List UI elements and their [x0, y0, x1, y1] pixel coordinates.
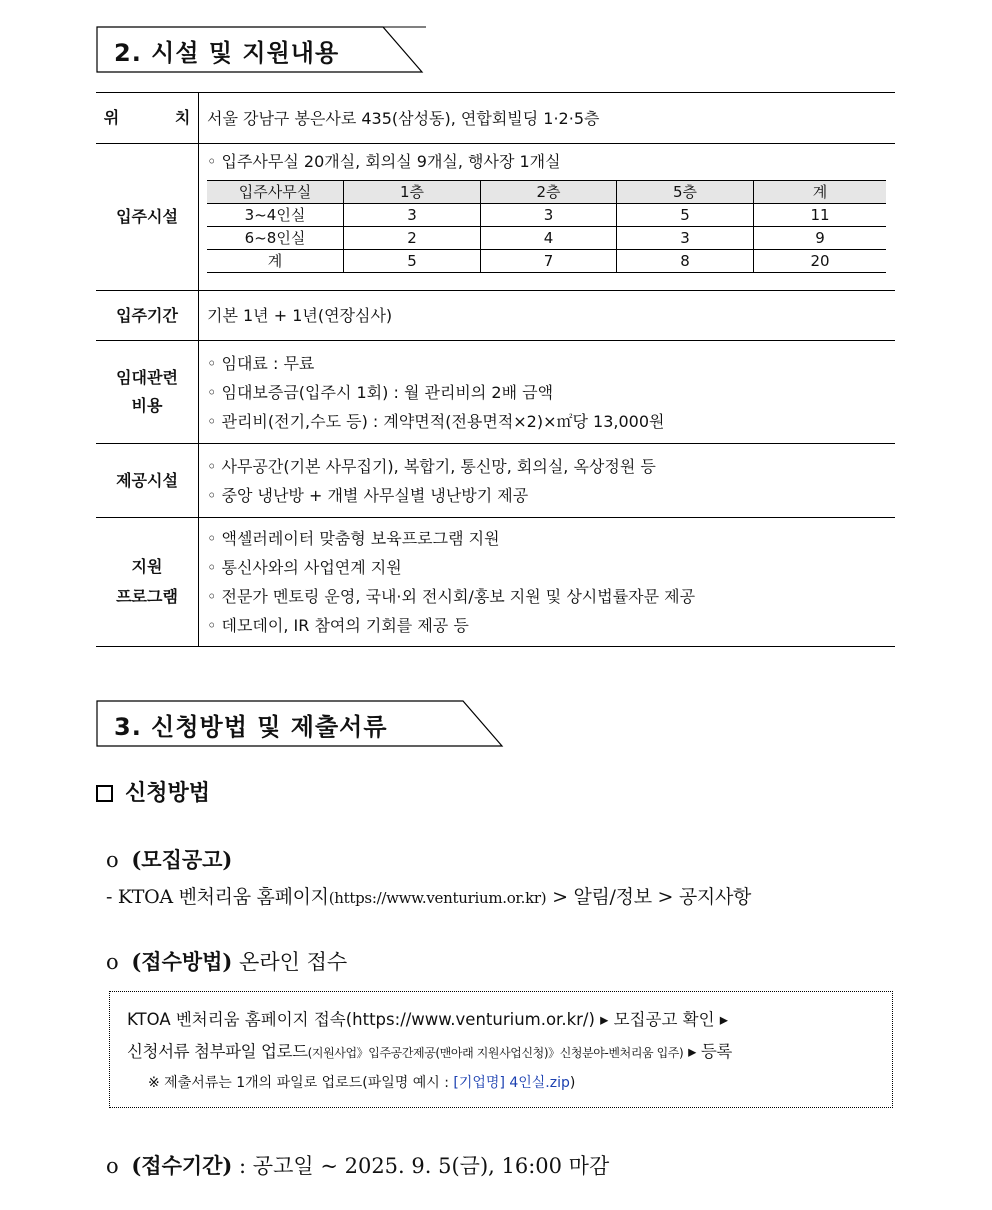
facilities-bullet: ◦ 입주사무실 20개실, 회의실 9개실, 행사장 1개실: [207, 152, 561, 171]
recruit-heading: [106, 844, 232, 874]
program-bullet: ◦ 데모데이, IR 참여의 기회를 제공 등: [207, 616, 469, 635]
table-cell: 9: [754, 227, 887, 250]
table-cell: 2: [344, 227, 481, 250]
period-heading: [106, 1150, 609, 1180]
table-cell: 8: [617, 250, 754, 273]
room-count-table: [207, 180, 886, 273]
method-text: 온라인 접수: [232, 950, 348, 974]
header-cell: 1층: [344, 181, 481, 204]
application-subheading: [96, 776, 210, 807]
period-title: (접수기간): [131, 1153, 233, 1178]
recruit-marker: o: [106, 848, 119, 872]
room-table-header: [207, 181, 886, 204]
header-cell: 입주사무실: [207, 181, 344, 204]
period-text: : 공고일 ~ 2025. 9. 5(금), 16:00 마감: [232, 1154, 610, 1178]
note-suffix: ): [569, 1075, 576, 1091]
table-cell: 11: [754, 204, 887, 227]
section2-header: [96, 26, 426, 72]
program-bullet: ◦ 액셀러레이터 맞춤형 보육프로그램 지원: [207, 529, 500, 548]
provided-label: 제공시설: [96, 444, 199, 518]
method-heading: [106, 946, 347, 976]
location-label: 위 치: [96, 93, 199, 144]
program-bullet: ◦ 통신사와의 사업연계 지원: [207, 558, 402, 577]
table-cell: 3: [481, 204, 617, 227]
table-cell: 6~8인실: [207, 227, 344, 250]
row-provided: [96, 444, 895, 518]
steps-line2-end: ▸ 등록: [683, 1042, 732, 1061]
steps-line2: [127, 1038, 732, 1062]
table-row: [207, 227, 886, 250]
note-prefix: ※ 제출서류는 1개의 파일로 업로드(파일명 예시 :: [148, 1075, 454, 1091]
table-cell: 3: [617, 227, 754, 250]
steps-line2-detail: (지원사업》입주공간제공(맨아래 지원사업신청)》신청분야-벤처리움 입주): [307, 1046, 684, 1060]
recruit-url: (https://www.venturium.or.kr): [328, 889, 547, 907]
table-cell: 3: [344, 204, 481, 227]
steps-note: [148, 1072, 575, 1092]
facility-table: [96, 92, 895, 647]
row-program: [96, 518, 895, 647]
cost-bullet: ◦ 임대보증금(입주시 1회) : 월 관리비의 2배 금액: [207, 382, 554, 402]
program-label: [96, 518, 199, 647]
term-label: 입주기간: [96, 291, 199, 341]
recruit-title: (모집공고): [131, 847, 233, 872]
table-cell: 3~4인실: [207, 204, 344, 227]
method-marker: o: [106, 950, 119, 974]
table-cell: 20: [754, 250, 887, 273]
header-cell: 2층: [481, 181, 617, 204]
table-row: [207, 250, 886, 273]
table-cell: 5: [344, 250, 481, 273]
period-marker: o: [106, 1154, 119, 1178]
application-steps-box: [109, 991, 893, 1108]
program-label-line2: 프로그램: [116, 587, 178, 606]
cost-label-line2: 비용: [131, 396, 163, 415]
table-cell: 5: [617, 204, 754, 227]
section2-title: 2. 시설 및 지원내용: [114, 39, 340, 67]
recruit-prefix: - KTOA 벤처리움 홈페이지: [106, 886, 329, 908]
cost-label: [96, 341, 199, 444]
row-term: [96, 291, 895, 341]
row-cost: [96, 341, 895, 444]
cost-label-line1: 임대관련: [116, 368, 178, 387]
steps-line1: KTOA 벤처리움 홈페이지 접속(https://www.venturium.or.kr/) ▸ 모집공고 확인 ▸: [127, 1010, 729, 1029]
recruit-suffix: > 알림/정보 > 공지사항: [546, 886, 752, 908]
header-cell: 5층: [617, 181, 754, 204]
table-cell: 7: [481, 250, 617, 273]
facilities-label: 입주시설: [96, 144, 199, 291]
steps-line2-main: 신청서류 첨부파일 업로드: [127, 1042, 308, 1061]
row-location: [96, 93, 895, 144]
cost-bullet: ◦ 임대료 : 무료: [207, 353, 315, 373]
section3-header: [96, 700, 506, 746]
method-title: (접수방법): [131, 949, 233, 974]
row-facilities: [96, 144, 895, 291]
section3-title: 3. 신청방법 및 제출서류: [114, 713, 388, 741]
note-example: [기업명] 4인실.zip: [453, 1075, 570, 1091]
term-text: 기본 1년 + 1년(연장심사): [199, 291, 896, 341]
program-bullet: ◦ 전문가 멘토링 운영, 국내·외 전시회/홍보 지원 및 상시법률자문 제공: [207, 587, 696, 606]
square-icon: [96, 785, 113, 802]
table-row: [207, 204, 886, 227]
recruit-line: [106, 882, 751, 909]
table-cell: 4: [481, 227, 617, 250]
header-cell: 계: [754, 181, 887, 204]
cost-bullet: ◦ 관리비(전기,수도 등) : 계약면적(전용면적×2)×㎡당 13,000원: [207, 411, 665, 431]
provided-bullet: ◦ 사무공간(기본 사무집기), 복합기, 통신망, 회의실, 옥상정원 등: [207, 456, 656, 476]
location-text: 서울 강남구 봉은사로 435(삼성동), 연합회빌딩 1·2·5층: [199, 93, 896, 144]
provided-bullet: ◦ 중앙 냉난방 + 개별 사무실별 냉난방기 제공: [207, 485, 529, 505]
table-cell: 계: [207, 250, 344, 273]
program-label-line1: 지원: [131, 557, 163, 576]
subheading-text: 신청방법: [125, 780, 211, 806]
